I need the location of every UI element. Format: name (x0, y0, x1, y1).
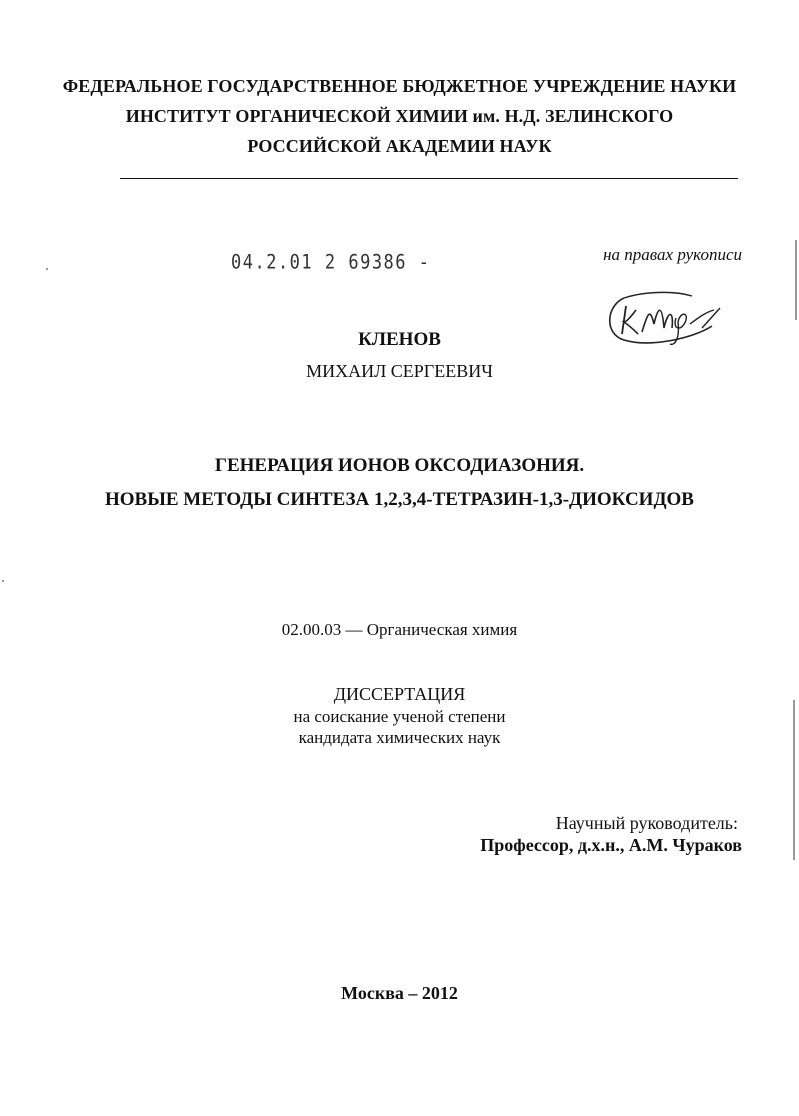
degree-line-1: на соискание ученой степени (293, 707, 506, 726)
supervisor-label: Научный руководитель: (555, 813, 738, 833)
scan-speck (2, 580, 4, 582)
thesis-title-line-1: ГЕНЕРАЦИЯ ИОНОВ ОКСОДИАЗОНИЯ. (214, 455, 585, 476)
supervisor-name: Профессор, д.х.н., А.М. Чураков (480, 835, 742, 855)
registration-stamp-number: 04.2.01 2 69386 - (231, 251, 431, 274)
city-year: Москва – 2012 (341, 983, 458, 1003)
header-divider (120, 178, 738, 179)
author-given-names: МИХАИЛ СЕРГЕЕВИЧ (306, 361, 493, 381)
institution-line-3: РОССИЙСКОЙ АКАДЕМИИ НАУК (247, 136, 552, 156)
specialty-code: 02.00.03 — Органическая химия (281, 620, 518, 639)
dissertation-label: ДИССЕРТАЦИЯ (333, 684, 466, 704)
manuscript-rights-note: на правах рукописи (603, 245, 742, 264)
scan-edge-mark (793, 700, 795, 860)
scan-edge-mark (795, 240, 797, 320)
scan-speck (46, 268, 48, 270)
degree-line-2: кандидата химических наук (298, 728, 501, 747)
institution-line-2: ИНСТИТУТ ОРГАНИЧЕСКОЙ ХИМИИ им. Н.Д. ЗЕЛИНСКОГО (125, 106, 674, 126)
institution-line-1: ФЕДЕРАЛЬНОЕ ГОСУДАРСТВЕННОЕ БЮДЖЕТНОЕ УЧРЕЖДЕНИЕ НАУКИ (62, 76, 737, 96)
author-surname: КЛЕНОВ (358, 329, 441, 350)
thesis-title-line-2: НОВЫЕ МЕТОДЫ СИНТЕЗА 1,2,3,4-ТЕТРАЗИН-1,3-ДИОКСИДОВ (105, 489, 694, 510)
